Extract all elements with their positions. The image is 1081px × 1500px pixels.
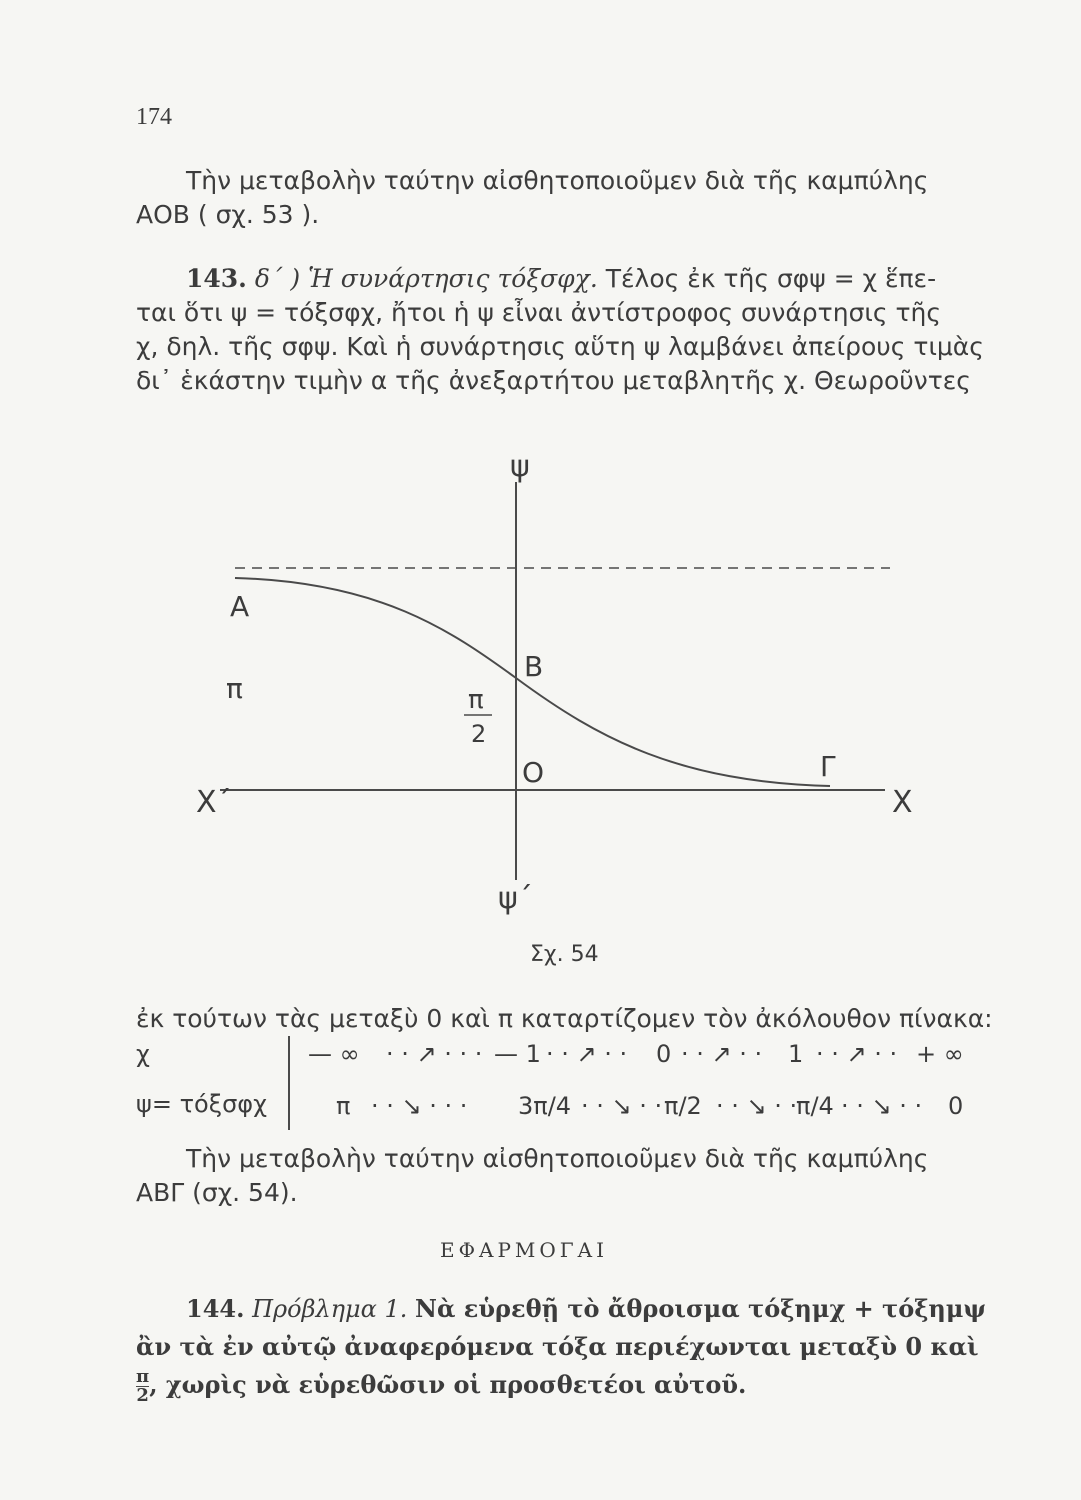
problem-144-line-1: [136, 1290, 987, 1328]
problem-line-3-rest: , χωρὶς νὰ εὑρεθῶσιν οἱ προσθετέοι αὐτοῦ.: [149, 1370, 747, 1399]
pi-half-fraction: [136, 1368, 149, 1405]
paragraph-1-line-1: Τὴν μεταβολὴν ταύτην αἰσθητοποιοῦμεν διὰ τῆς καμπύλης: [186, 166, 929, 195]
problem-144-line-3: [136, 1366, 966, 1405]
arccot-figure: [180, 440, 913, 930]
figure-caption: Σχ. 54: [530, 942, 599, 967]
label-G: Γ: [820, 750, 836, 783]
paragraph-143-line-1: [136, 262, 966, 296]
table-x-value: 0: [656, 1040, 672, 1068]
table-x-value: 1: [788, 1040, 804, 1068]
table-arrow: · · ↘ · ·: [581, 1092, 663, 1120]
problem-144: [136, 1290, 987, 1406]
table-psi-value: π/4: [796, 1092, 834, 1120]
fraction-numerator: π: [136, 1366, 150, 1387]
label-pi: π: [226, 672, 243, 705]
label-psi: ψ: [510, 449, 530, 484]
label-x-prime: Χ΄: [196, 785, 232, 820]
paragraph-143-line-3: χ, δηλ. τῆς σφψ. Καὶ ἡ συνάρτησις αὕτη ψ λαμβάνει ἀπείρους τιμὰς: [136, 332, 984, 361]
label-B: Β: [524, 650, 544, 683]
table-x-value: — ∞: [308, 1040, 360, 1068]
label-pi-half-numerator: π: [468, 685, 484, 715]
paragraph-143-line-4: δι᾽ ἑκάστην τιμὴν α τῆς ἀνεξαρτήτου μεταβλητῆς χ. Θεωροῦντες: [136, 366, 971, 395]
table-psi-value: 3π/4: [518, 1092, 572, 1120]
section-number-143: 143.: [186, 264, 247, 293]
table-row-psi-label: ψ= τόξσφχ: [136, 1090, 267, 1118]
problem-number: 144.: [186, 1294, 245, 1323]
paragraph-4-line-1: Τὴν μεταβολὴν ταύτην αἰσθητοποιοῦμεν διὰ τῆς καμπύλης: [186, 1144, 929, 1173]
fraction-denominator: 2: [136, 1385, 149, 1406]
label-pi-half-denominator: 2: [471, 720, 487, 748]
paragraph-4: [136, 1142, 966, 1210]
paragraph-1-line-2: ΑΟΒ ( σχ. 53 ).: [136, 200, 320, 229]
paragraph-143-line-2: ται ὅτι ψ = τόξσφχ, ἤτοι ἡ ψ εἶναι ἀντίστροφος συνάρτησις τῆς: [136, 298, 942, 327]
table-arrow: · · ↘ · · ·: [371, 1092, 468, 1120]
paragraph-1: [136, 164, 966, 232]
label-x: Χ: [892, 785, 913, 820]
table-arrow: · · ↗ · ·: [546, 1040, 628, 1068]
table-divider: [288, 1036, 290, 1130]
paragraph-3: [136, 1002, 993, 1036]
table-psi-value: 0: [948, 1092, 964, 1120]
table-arrow: · · ↘ · ·: [841, 1092, 923, 1120]
paragraph-143: [136, 262, 984, 398]
table-arrow: · · ↘ · ·: [716, 1092, 798, 1120]
paragraph-4-line-2: ΑΒΓ (σχ. 54).: [136, 1178, 298, 1207]
problem-line-1-rest: Νὰ εὑρεθῇ τὸ ἄθροισμα τόξημχ + τόξημψ: [415, 1294, 987, 1323]
paragraph-143-line-1-rest: Τέλος ἐκ τῆς σφψ = χ ἕπε-: [605, 264, 937, 293]
table-arrow: · · ↗ · ·: [681, 1040, 763, 1068]
page-number: 174: [136, 104, 172, 130]
section-heading-143: δ΄ ) Ἡ συνάρτησις τόξσφχ.: [254, 264, 598, 293]
problem-144-line-2: ἂν τὰ ἐν αὐτῷ ἀναφερόμενα τόξα περιέχωνται μεταξὺ 0 καὶ: [136, 1332, 979, 1361]
table-row-x-label: χ: [136, 1040, 150, 1068]
label-psi-prime: ψ΄: [498, 881, 533, 916]
section-title: ΕΦΑΡΜΟΓΑΙ: [440, 1238, 608, 1262]
table-psi-value: π/2: [664, 1092, 702, 1120]
table-x-value: + ∞: [916, 1040, 964, 1068]
paragraph-3-line-1: ἐκ τούτων τὰς μεταξὺ 0 καὶ π καταρτίζομεν τὸν ἀκόλουθον πίνακα:: [136, 1004, 993, 1033]
table-arrow: · · ↗ · ·: [816, 1040, 898, 1068]
table-x-value: — 1: [494, 1040, 541, 1068]
table-psi-value: π: [336, 1092, 351, 1120]
table-arrow: · · ↗ · · ·: [386, 1040, 483, 1068]
label-A: Α: [230, 590, 250, 623]
label-O: Ο: [522, 756, 545, 789]
problem-label: Πρόβλημα 1.: [252, 1295, 408, 1323]
